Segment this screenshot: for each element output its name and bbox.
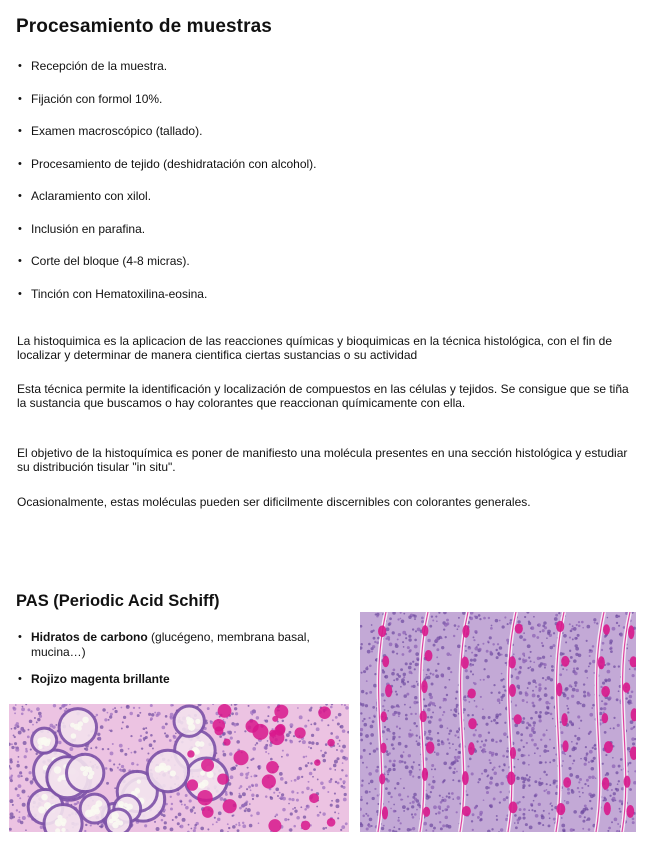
processing-steps-list	[18, 58, 618, 318]
paragraph-technique: Esta técnica permite la identificación y localización de compuestos en las células y tejidos. Se consigue que se tiña la sustancia que buscamos o hay colorantes que reaccionan químicamente con ella.	[17, 382, 629, 410]
list-item	[18, 630, 348, 660]
list-item: • Inclusión en parafina.	[18, 221, 618, 254]
section-title-pas: PAS (Periodic Acid Schiff)	[16, 592, 220, 610]
paragraph-objective: El objetivo de la histoquímica es poner de manifiesto una molécula presentes en una sección histológica y estudiar su distribución tisular "in situ".	[17, 446, 628, 474]
pas-bullet-list	[18, 630, 348, 699]
micrograph-colon-pas	[9, 704, 349, 832]
bullet-bold-text: Rojizo magenta brillante	[31, 672, 170, 686]
list-item: • Recepción de la muestra.	[18, 58, 618, 91]
bullet-text: (glucégeno, membrana basal, mucina…)	[31, 630, 310, 659]
list-item: • Corte del bloque (4-8 micras).	[18, 253, 618, 286]
paragraph-occasionally: Ocasionalmente, estas moléculas pueden ser dificilmente discernibles con colorantes generales.	[17, 495, 531, 509]
list-item: • Examen macroscópico (tallado).	[18, 123, 618, 156]
list-item: • Procesamiento de tejido (deshidratación con alcohol).	[18, 156, 618, 189]
list-item: • Fijación con formol 10%.	[18, 91, 618, 124]
micrograph-intestine-pas	[360, 612, 636, 832]
list-item	[18, 672, 348, 687]
list-item: • Tinción con Hematoxilina-eosina.	[18, 286, 618, 319]
page-title: Procesamiento de muestras	[16, 16, 272, 37]
bullet-bold-text: Hidratos de carbono	[31, 630, 148, 644]
paragraph-histochemistry-definition: La histoquimica es la aplicacion de las reacciones químicas y bioquimicas en la técnica histológica, con el fin de localizar y determinar de manera cientifica ciertas sustancias o su actividad	[17, 334, 612, 362]
list-item: • Aclaramiento con xilol.	[18, 188, 618, 221]
